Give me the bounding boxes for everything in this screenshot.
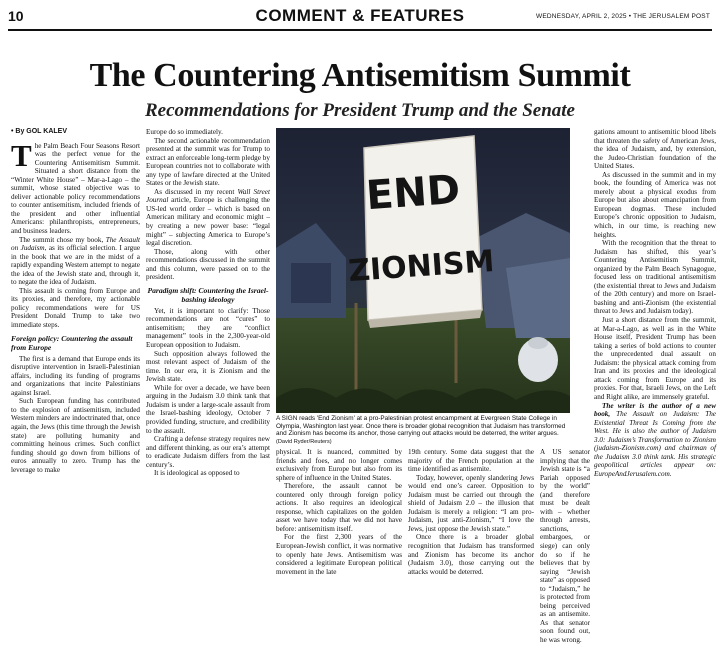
paragraph: Therefore, the assault cannot be countered only through foreign policy actions. It also requires an ideological response, which capitalizes on the golden asset we have today that we did not have before: antisemitism itself. bbox=[276, 482, 402, 533]
photo-scene bbox=[276, 128, 570, 413]
paragraph: It is ideological as opposed to bbox=[154, 469, 240, 478]
header-rule bbox=[8, 29, 712, 31]
paragraph: For the first 2,300 years of the European-Jewish conflict, it was normative to openly hate Jews. Antisemitism was considered a legitimate European political movement in the late bbox=[276, 533, 402, 576]
paragraph: A US senator implying that the Jewish state is “a Pariah opposed by the world” (and therefore must be dealt with – whether through arrests, sanctions, embargoes, or siege) can only do so if he believes that by saying “Jewish state” as opposed to “Judaism,” he is protected from being perceived as an antisemite. As that senator soon found out, he was wrong. bbox=[540, 448, 590, 645]
subhead: Paradigm shift: Countering the Israel-bashing ideology bbox=[147, 285, 269, 304]
subhead: Foreign policy: Countering the assault from Europe bbox=[11, 333, 133, 352]
paragraph: Those, along with other recommendations discussed in the summit and this column, were passed on to the president. bbox=[146, 247, 270, 282]
news-photo bbox=[276, 128, 570, 413]
paragraph: Such opposition always followed the most relevant aspect of Judaism of the time. In our era, it is Zionism and the Jewish state. bbox=[146, 349, 270, 384]
headline: The Countering Antisemitism Summit bbox=[89, 57, 631, 94]
paragraph: Europe do so immediately. bbox=[146, 128, 223, 136]
column-6 bbox=[594, 128, 716, 553]
photo-credit: (David Ryder/Reuters) bbox=[276, 438, 332, 445]
column-1 bbox=[11, 128, 140, 553]
book-title: The Assault on Judaism, bbox=[11, 235, 140, 253]
section-title: COMMENT & FEATURES bbox=[255, 6, 465, 25]
paragraph: This assault is coming from Europe and its proxies, and therefore, my actionable policy recommendations were for US President Donald Trump to take two immediate steps. bbox=[11, 286, 140, 330]
drop-cap: T bbox=[11, 137, 32, 173]
paragraph: Crafting a defense strategy requires new and different thinking, as our era’s attempt to eradicate Judaism differs from the last century’s. bbox=[146, 435, 270, 469]
photo-caption: A SIGN reads 'End Zionism' at a pro-Palestinian protest encampment at Evergreen State College in Olympia, Washington last year. Once there is broader global recognition that Judaism has transformed and Zionism has become its anchor, those carrying out attacks would be deterred, the writer argues. (David Ryder/Reuters) bbox=[276, 415, 566, 445]
page-folio bbox=[8, 6, 712, 28]
paragraph: 19th century. Some data suggest that the majority of the French population at the time identified as antisemite. bbox=[408, 448, 534, 474]
deck: Recommendations for President Trump and the Senate bbox=[145, 100, 575, 121]
page-number: 10 bbox=[8, 8, 24, 24]
column-3 bbox=[276, 448, 402, 576]
paragraph: Today, however, openly slandering Jews would end one’s career. Opposition to Judaism must be carried out through the shield of Judaism 2.0 – the illusion that Judaism is merely a religion: “I am pro-Judaism, just anti-Zionism,” “I love the Jews, just oppose the Jewish state.” bbox=[408, 473, 534, 533]
dateline: WEDNESDAY, APRIL 2, 2025 • THE JERUSALEM POST bbox=[536, 13, 710, 20]
paragraph: gations amount to antisemitic blood libels that threaten the safety of American Jews, the idea of Judaism, and, by extension, the Judeo-Christian foundation of the United States. bbox=[594, 128, 716, 171]
paragraph: As discussed in my recent Wall Street Journal article, Europe is challenging the US-led world order – which is based on American military and economic might – by creating a new power base: “legal might” – subjecting America to Europe’s legal discretion. bbox=[146, 187, 270, 248]
paragraph: While for over a decade, we have been arguing in the Judaism 3.0 think tank that Judaism is under a large-scale assault from the Israel-bashing ideology, October 7 provided funding, structure, and credibility to the assault. bbox=[146, 383, 270, 435]
source-title: Wall Street Journal bbox=[146, 187, 270, 205]
paragraph: The summit chose my book, The Assault on Judaism, as its official selection. I argue in the book that we are in the midst of a rapidly expanding Western attempt to negate the idea of the Jewish state and, through it, to negate the idea of Judaism. bbox=[11, 235, 141, 287]
paragraph: physical. It is nuanced, committed by friends and foes, and no longer comes exclusively from Europe but also from its sphere of influence in the United States. bbox=[276, 448, 402, 482]
paragraph: Such European funding has contributed to the explosion of antisemitism, included Western minders are indoctrinated that, once again, the Jews (this time through the Jewish state) are polluting humanity and committing heinous crimes. Such conflict funding should go down from billions of euros annually to zero. Trump has the leverage to make bbox=[11, 397, 140, 474]
sign-text-line1: END bbox=[364, 166, 462, 220]
paragraph: Once there is a broader global recognition that Judaism has transformed and Zionism has become its anchor (Judaism 3.0), those carrying out the attacks would be deterred. bbox=[408, 533, 534, 576]
paragraph: The first is a demand that Europe ends its disruptive intervention in Israeli-Palestinian affairs, including its funding of programs and organizations that incite Palestinians against Israel. bbox=[11, 354, 140, 397]
author-note: The writer is the author of a new book, The Assault on Judaism: The Existential Threat Is Coming from the West. He is also the author of Judaism 3.0: Judaism’s Transformation to Zionism (judaism-Zionism.com) and chairman of the Judaism 3.0 think tank. His strategic geopolitical articles appear on: EuropeAndJerusalem.com. bbox=[594, 401, 717, 478]
lead-paragraph: The Palm Beach Four Seasons Resort was the perfect venue for the Countering Antisemitism Summit. Situated a short distance from the “Winter White House” – Mar-a-Lago – the summit, whose stated objective was to deliver actionable policy recommendations to counter antisemitism, included friends of the president and other influential Americans: philanthropists, entrepreneurs, and business leaders. bbox=[11, 137, 140, 236]
sign-text-line2: ZIONISM bbox=[347, 243, 496, 290]
paragraph: With the recognition that the threat to Judaism has shifted, this year’s Countering Antisemitism Summit, organized by the Palm Beach Synagogue, focused less on traditional antisemitism (the existential threat to Jews and Judaism of the 20th century) and more on Israel-bashing and anti-Zionism (the existential threat to Jews and Judaism today). bbox=[594, 239, 716, 316]
column-5b bbox=[540, 448, 590, 645]
byline: • By GOL KALEV bbox=[11, 128, 67, 135]
paragraph: As discussed in the summit and in my book, the founding of America was not merely about a physical exodus from Europe but also about emancipation from European dogmas. These included Europe’s chronic opposition to Judaism, which, in our time, is reaching new heights. bbox=[594, 170, 716, 239]
column-4 bbox=[408, 448, 534, 576]
column-2 bbox=[146, 128, 270, 553]
paragraph: Just a short distance from the summit, at Mar-a-Lago, as well as in the White House itself, President Trump has been taking a series of bold actions to counter the unprecedented dual assault on Judaism: the physical attack coming from Iran and its proxies and the ideological attack coming from Europe and its proxies. For that, Israeli Jews, on the Left and Right alike, are immensely grateful. bbox=[594, 316, 716, 401]
paragraph: Yet, it is important to clarify: Those recommendations are not “cures” to antisemitism; they are “conflict management” tools in the 2,300-year-old European opposition to Judaism. bbox=[146, 306, 270, 350]
paragraph: The second actionable recommendation presented at the summit was for Trump to extract an enforceable long-term pledge by European countries not to collaborate with any type of lawfare directed at the United States or the Jewish state. bbox=[146, 136, 270, 188]
